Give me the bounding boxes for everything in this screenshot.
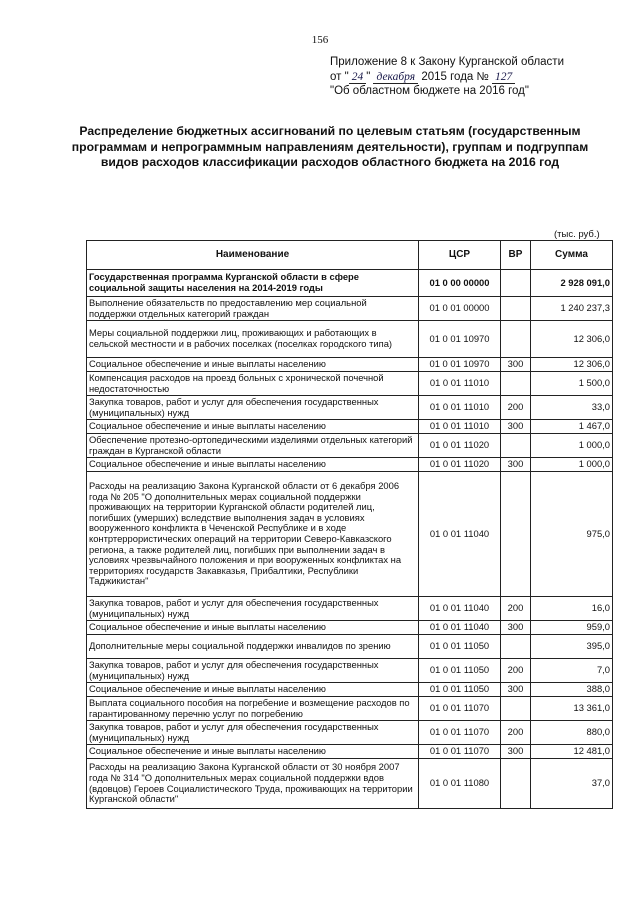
- table-row: [87, 270, 613, 297]
- row-csr: 01 0 01 00000: [419, 297, 501, 321]
- row-csr: 01 0 01 11010: [419, 396, 501, 420]
- row-vr: 300: [501, 683, 531, 697]
- table-row: [87, 434, 613, 458]
- row-vr: [501, 270, 531, 297]
- row-sum: 1 500,0: [531, 372, 613, 396]
- row-csr: 01 0 01 11010: [419, 420, 501, 434]
- row-name: Дополнительные меры социальной поддержки инвалидов по зрению: [87, 635, 419, 659]
- row-name: Социальное обеспечение и иные выплаты населению: [87, 621, 419, 635]
- row-csr: 01 0 01 11070: [419, 745, 501, 759]
- row-name: Социальное обеспечение и иные выплаты населению: [87, 420, 419, 434]
- table-row: [87, 659, 613, 683]
- table-row: [87, 297, 613, 321]
- budget-table: [86, 240, 613, 809]
- row-sum: 2 928 091,0: [531, 270, 613, 297]
- handwritten-day: 24: [349, 71, 367, 84]
- row-name: Государственная программа Курганской области в сфере социальной защиты населения на 2014-2019 годы: [87, 270, 419, 297]
- appendix-line-3: "Об областном бюджете на 2016 год": [330, 85, 529, 97]
- handwritten-number: 127: [492, 71, 515, 84]
- row-vr: 300: [501, 420, 531, 434]
- row-sum: 1 000,0: [531, 458, 613, 472]
- header-csr: ЦСР: [419, 241, 501, 270]
- row-sum: 959,0: [531, 621, 613, 635]
- row-csr: 01 0 01 10970: [419, 358, 501, 372]
- handwritten-month: декабря: [373, 71, 418, 84]
- row-csr: 01 0 01 11020: [419, 434, 501, 458]
- row-sum: 1 240 237,3: [531, 297, 613, 321]
- row-sum: 16,0: [531, 597, 613, 621]
- row-csr: 01 0 01 11010: [419, 372, 501, 396]
- row-vr: [501, 372, 531, 396]
- row-vr: [501, 434, 531, 458]
- table-row: [87, 396, 613, 420]
- row-name: Меры социальной поддержки лиц, проживающих и работающих в сельской местности и в рабочих поселках (поселках городского типа): [87, 321, 419, 358]
- row-vr: [501, 472, 531, 597]
- row-vr: 200: [501, 396, 531, 420]
- row-csr: 01 0 01 11040: [419, 472, 501, 597]
- document-title: Распределение бюджетных ассигнований по целевым статьям (государственным программам и непрограммным направлениям деятельности), группам и подгруппам видов расходов классификации расходов областного бюджета на 2016 год: [71, 124, 589, 169]
- table-row: [87, 697, 613, 721]
- table-row: [87, 420, 613, 434]
- row-csr: 01 0 01 11050: [419, 659, 501, 683]
- row-csr: 01 0 01 11020: [419, 458, 501, 472]
- row-vr: [501, 697, 531, 721]
- header-vr: ВР: [501, 241, 531, 270]
- row-csr: 01 0 01 11080: [419, 759, 501, 809]
- units-label: (тыс. руб.): [554, 229, 600, 240]
- table-row: [87, 721, 613, 745]
- row-sum: 12 306,0: [531, 358, 613, 372]
- table-row: [87, 458, 613, 472]
- row-vr: 200: [501, 721, 531, 745]
- appendix-line-1: Приложение 8 к Закону Курганской области: [330, 56, 564, 68]
- page-number: 156: [311, 34, 329, 46]
- from-label: от ": [330, 70, 349, 83]
- row-sum: 975,0: [531, 472, 613, 597]
- row-sum: 33,0: [531, 396, 613, 420]
- row-vr: [501, 759, 531, 809]
- row-name: Социальное обеспечение и иные выплаты населению: [87, 358, 419, 372]
- row-vr: 300: [501, 458, 531, 472]
- row-csr: 01 0 01 11070: [419, 721, 501, 745]
- table-row: [87, 597, 613, 621]
- row-sum: 13 361,0: [531, 697, 613, 721]
- row-csr: 01 0 01 11070: [419, 697, 501, 721]
- row-sum: 12 481,0: [531, 745, 613, 759]
- table-header-row: [87, 241, 613, 270]
- row-csr: 01 0 01 11050: [419, 635, 501, 659]
- row-name: Выплата социального пособия на погребение и возмещение расходов по гарантированному перечню услуг по погребению: [87, 697, 419, 721]
- row-name: Выполнение обязательств по предоставлению мер социальной поддержки отдельных категорий граждан: [87, 297, 419, 321]
- header-sum: Сумма: [531, 241, 613, 270]
- row-name: Социальное обеспечение и иные выплаты населению: [87, 745, 419, 759]
- row-name: Социальное обеспечение и иные выплаты населению: [87, 458, 419, 472]
- row-name: Закупка товаров, работ и услуг для обеспечения государственных (муниципальных) нужд: [87, 659, 419, 683]
- row-name: Компенсация расходов на проезд больных с хронической почечной недостаточностью: [87, 372, 419, 396]
- table-row: [87, 683, 613, 697]
- row-csr: 01 0 01 11050: [419, 683, 501, 697]
- row-csr: 01 0 00 00000: [419, 270, 501, 297]
- row-name: Обеспечение протезно-ортопедическими изделиями отдельных категорий граждан в Курганской области: [87, 434, 419, 458]
- row-vr: [501, 321, 531, 358]
- row-vr: 200: [501, 659, 531, 683]
- row-sum: 388,0: [531, 683, 613, 697]
- table-row: [87, 635, 613, 659]
- row-sum: 7,0: [531, 659, 613, 683]
- row-name: Расходы на реализацию Закона Курганской области от 30 ноября 2007 года № 314 "О дополнительных мерах социальной поддержки вдов (вдовцов) Героев Социалистического Труда, проживающих на территории Курганской области": [87, 759, 419, 809]
- row-sum: 395,0: [531, 635, 613, 659]
- row-name: Закупка товаров, работ и услуг для обеспечения государственных (муниципальных) нужд: [87, 721, 419, 745]
- table-row: [87, 621, 613, 635]
- row-csr: 01 0 01 11040: [419, 597, 501, 621]
- row-name: Закупка товаров, работ и услуг для обеспечения государственных (муниципальных) нужд: [87, 597, 419, 621]
- row-csr: 01 0 01 11040: [419, 621, 501, 635]
- table-row: [87, 358, 613, 372]
- row-sum: 1 000,0: [531, 434, 613, 458]
- row-sum: 37,0: [531, 759, 613, 809]
- table-row: [87, 745, 613, 759]
- row-sum: 1 467,0: [531, 420, 613, 434]
- table-row: [87, 372, 613, 396]
- header-name: Наименование: [87, 241, 419, 270]
- row-vr: 300: [501, 621, 531, 635]
- row-sum: 12 306,0: [531, 321, 613, 358]
- table-row: [87, 759, 613, 809]
- row-vr: [501, 297, 531, 321]
- row-vr: [501, 635, 531, 659]
- row-name: Закупка товаров, работ и услуг для обеспечения государственных (муниципальных) нужд: [87, 396, 419, 420]
- table-row: [87, 321, 613, 358]
- row-csr: 01 0 01 10970: [419, 321, 501, 358]
- row-name: Расходы на реализацию Закона Курганской области от 6 декабря 2006 года № 205 "О дополнительных мерах социальной поддержки проживающих на территории Курганской области родителей лиц, погибших (умерших) вследствие выполнения задач в условиях вооруженного конфликта в Чеченской Республике и в ходе контртеррористических операций на территории Северо-Кавказского региона, а также родителей лиц, погибших при выполнении задач в условиях чрезвычайного положения и при вооруженных конфликтах на территориях государств Закавказья, Прибалтики, Республики Таджикистан": [87, 472, 419, 597]
- appendix-line-2: [330, 70, 630, 85]
- row-vr: 300: [501, 358, 531, 372]
- appendix-header: [330, 55, 630, 99]
- row-vr: 300: [501, 745, 531, 759]
- row-vr: 200: [501, 597, 531, 621]
- row-name: Социальное обеспечение и иные выплаты населению: [87, 683, 419, 697]
- row-sum: 880,0: [531, 721, 613, 745]
- year-text: 2015 года №: [421, 70, 489, 83]
- quote-close: ": [366, 70, 371, 83]
- table-row: [87, 472, 613, 597]
